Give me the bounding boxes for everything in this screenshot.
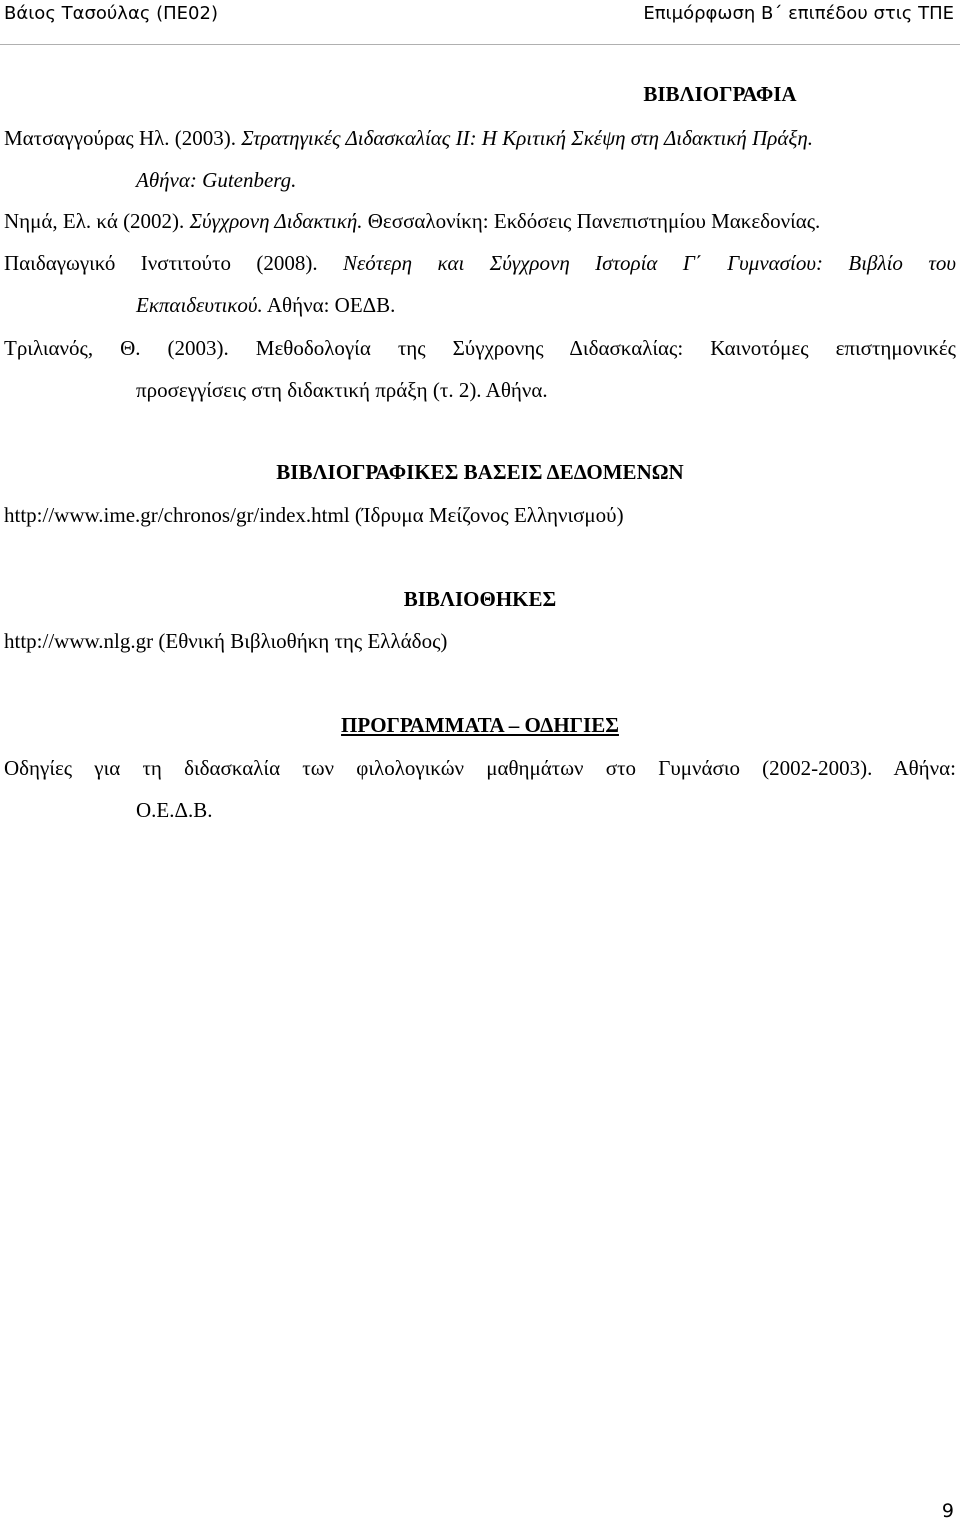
reference-2-author: Νημά, Ελ. κά (2002). xyxy=(4,209,190,233)
header-author: Βάιος Τασούλας (ΠΕ02) xyxy=(4,3,218,24)
reference-3-publisher: Αθήνα: ΟΕΔΒ. xyxy=(262,293,396,317)
libraries-heading xyxy=(0,587,960,612)
reference-1-line-1 xyxy=(4,126,813,151)
reference-1-author: Ματσαγγούρας Ηλ. (2003). xyxy=(4,126,242,150)
page-number: 9 xyxy=(941,1500,954,1522)
reference-1-title: Στρατηγικές Διδασκαλίας ΙΙ: Η Κριτική Σκέψη στη Διδακτική Πράξη. xyxy=(241,126,813,150)
reference-3-line-1 xyxy=(4,251,956,276)
library-link-1: http://www.nlg.gr (Εθνική Βιβλιοθήκη της Ελλάδος) xyxy=(4,629,448,653)
reference-2-line-1 xyxy=(4,209,820,234)
bibliography-heading-text: ΒΙΒΛΙΟΓΡΑΦΙΑ xyxy=(643,82,797,106)
reference-3-title-end: Εκπαιδευτικού. xyxy=(136,293,263,317)
reference-4-line-2: προσεγγίσεις στη διδακτική πράξη (τ. 2). Αθήνα. xyxy=(136,378,548,402)
bibliography-heading xyxy=(0,82,960,107)
databases-heading: ΒΙΒΛΙΟΓΡΑΦΙΚΕΣ ΒΑΣΕΙΣ ΔΕΔΟΜΕΝΩΝ xyxy=(276,460,684,484)
programs-heading: ΠΡΟΓΡΑΜΜΑΤΑ – ΟΔΗΓΙΕΣ xyxy=(341,713,619,737)
reference-2-title: Σύγχρονη Διδακτική. xyxy=(189,209,363,233)
reference-2-publisher: Θεσσαλονίκη: Εκδόσεις Πανεπιστημίου Μακεδονίας. xyxy=(362,209,821,233)
reference-1-line-2: Αθήνα: Gutenberg. xyxy=(136,168,297,192)
reference-4-line-1: Τριλιανός, Θ. (2003). Μεθοδολογία της Σύγχρονης Διδασκαλίας: Καινοτόμες επιστημονικές xyxy=(4,336,956,360)
reference-3-title: Νεότερη και Σύγχρονη Ιστορία Γ΄ Γυμνασίου: Βιβλίο του xyxy=(342,251,956,275)
programs-line-1: Οδηγίες για τη διδασκαλία των φιλολογικών μαθημάτων στο Γυμνάσιο (2002-2003). Αθήνα: xyxy=(4,756,956,780)
database-link-1: http://www.ime.gr/chronos/gr/index.html (Ίδρυμα Μείζονος Ελληνισμού) xyxy=(4,503,624,527)
libraries-heading-text: ΒΙΒΛΙΟΘΗΚΕΣ xyxy=(403,587,557,611)
page-header xyxy=(0,0,960,46)
programs-line-2: Ο.Ε.Δ.Β. xyxy=(136,798,213,822)
header-divider xyxy=(0,44,960,45)
header-course: Επιμόρφωση Β΄ επιπέδου στις ΤΠΕ xyxy=(643,3,954,24)
reference-3-author: Παιδαγωγικό Ινστιτούτο (2008). xyxy=(4,251,343,275)
reference-3-line-2 xyxy=(136,293,395,318)
